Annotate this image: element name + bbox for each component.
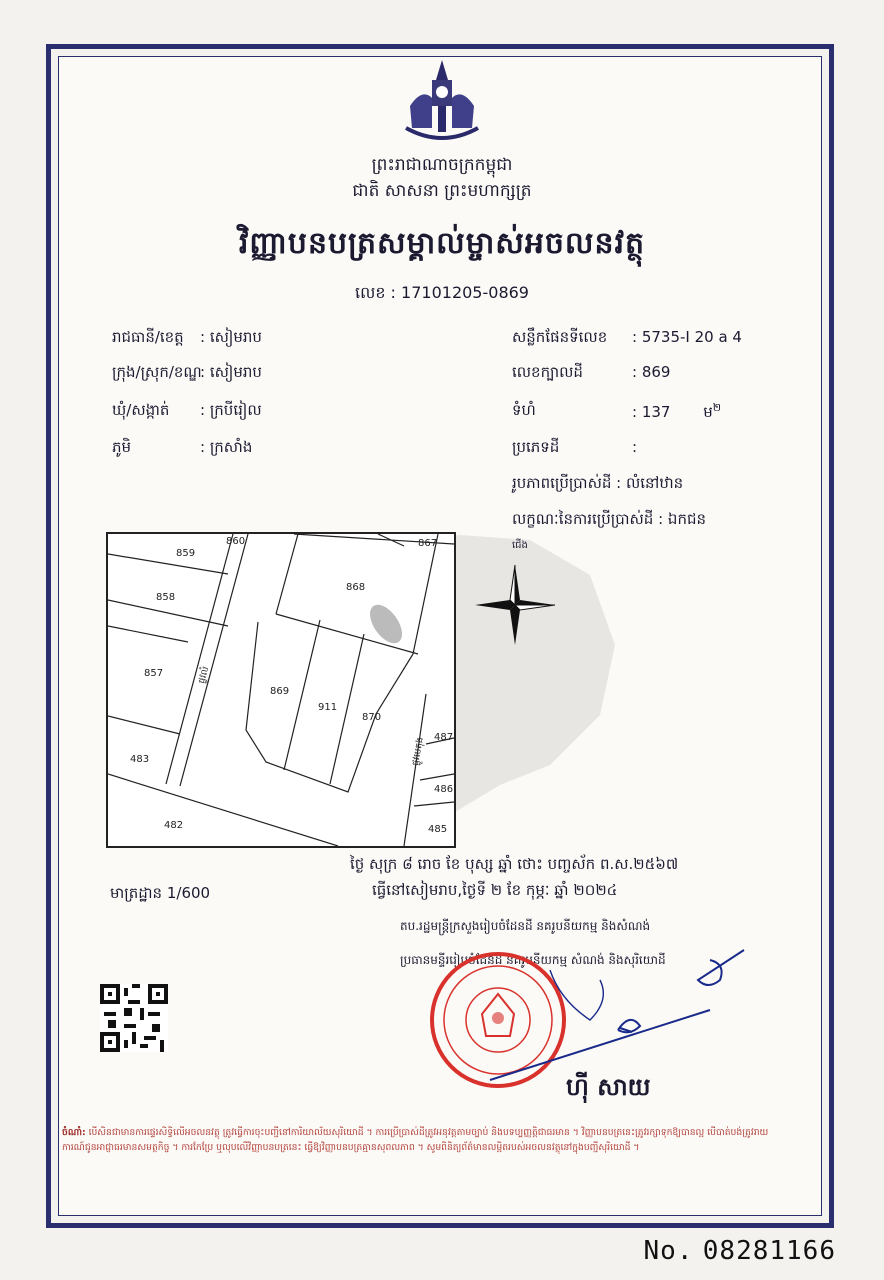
issue-date: ធ្វើនៅសៀមរាប,ថ្ងៃទី ២ ខែ កុម្ភៈ ឆ្នាំ ២០២៤ [372,881,618,899]
notes-section [62,1125,818,1215]
parcel-number-label: លេខក្បាលដី [512,363,583,381]
village-value: : ក្រសាំង [200,438,253,456]
land-type-label: ប្រភេទដី [512,438,560,456]
parcel-label: 858 [156,592,176,603]
certificate-number: 17101205-0869 [401,283,529,302]
national-motto: ជាតិ សាសនា ព្រះមហាក្សត្រ [352,181,532,201]
land-type-value: : [632,438,638,456]
lunar-date: ថ្ងៃ សុក្រ ៨ រោច ខែ បុស្ស ឆ្នាំ ថោះ បញ្ចស័ក ព.ស.២៥៦៧ [350,855,679,873]
parcel-label: 485 [428,824,448,835]
parcel-label: 870 [362,712,382,723]
area-value [632,401,721,425]
land-use-label: រូបភាពប្រើប្រាស់ដី : លំនៅឋាន [512,474,684,492]
notes-heading: ចំណាំ: [62,1127,86,1138]
parcel-label: 860 [226,536,246,547]
parcel-label: 911 [318,702,338,713]
land-use-value: : លំនៅឋាន [616,474,684,492]
parcel-label: 859 [176,548,196,559]
area-unit-superscript: ២ [712,401,722,414]
parcel-label: 486 [434,784,454,795]
north-label: ជើង [512,540,528,551]
district-value: : សៀមរាប [200,363,262,381]
area-number: : 137 [632,403,671,421]
royal-emblem-icon [402,58,482,142]
parcel-map-drawing [108,534,454,846]
parcel-label: 868 [346,582,366,593]
document-title: វិញ្ញាបនបត្រសម្គាល់ម្ចាស់អចលនវត្ថុ [238,226,646,261]
certificate-number-line [0,282,884,306]
area-label: ទំហំ [512,401,536,419]
province-value: : សៀមរាប [200,328,262,346]
parcel-label: 869 [270,686,290,697]
parcel-label: 482 [164,820,184,831]
serial-prefix: No. [643,1236,694,1266]
map-sheet-label: សន្លឹកផែនទីលេខ [512,328,608,346]
area-unit: ម [703,403,713,421]
road-label: ផ្លូវបេតុង [411,736,426,767]
compass-north-arrow-icon [470,560,560,650]
authority-line-2: ប្រធានមន្ទីររៀបចំដែនដី នគរូបនីយកម្ម សំណង់ និងសុរិយោដី [400,953,666,967]
map-sheet-value: : 5735-I 20 a 4 [632,328,742,346]
notes-text: បើសិនជាមានការផ្ទេរសិទ្ធិលើអចលនវត្ថុ ត្រូវធ្វើការចុះបញ្ជីនៅការិយាល័យសុរិយោដី ។ ការប្រើប្រាស់ដីត្រូវអនុវត្តតាមច្បាប់ និងបទប្បញ្ញត្តិជាធរមាន ។ វិញ្ញាបនបត្រនេះត្រូវរក្សាទុកឱ្យបានល្អ បើបាត់បង់ត្រូវរាយការណ៍ជូនអាជ្ញាធរមានសមត្ថកិច្ច ។ ការកែប្រែ ឬលុបលើវិញ្ញាបនបត្រនេះ ធ្វើឱ្យវិញ្ញាបនបត្រគ្មានសុពលភាព ។ សូមពិនិត្យព័ត៌មានលម្អិតរបស់អចលនវត្ថុនៅក្នុងបញ្ជីសុរិយោដី ។ [62,1127,769,1153]
map-scale: មាត្រដ្ឋាន 1/600 [110,884,211,902]
serial-number [644,1236,836,1266]
qr-code [100,984,168,1052]
land-use-type-value: : ឯកជន [658,510,707,528]
parcel-label: 487 [434,732,454,743]
commune-label: ឃុំ/សង្កាត់ [112,401,170,419]
land-use-type-label: លក្ខណៈនៃការប្រើប្រាស់ដី : ឯកជន [512,510,707,528]
kingdom-name: ព្រះរាជាណាចក្រកម្ពុជា [371,155,513,175]
parcel-label: 483 [130,754,150,765]
serial-value: 08281166 [702,1236,836,1266]
road-label: ផ្លូវលំ [197,665,212,685]
signer-name: ហ៊ី សាយ [566,1073,651,1101]
parcel-map [106,532,456,848]
handwritten-signature [480,940,760,1090]
village-label: ភូមិ [112,438,132,456]
commune-value: : ក្របីរៀល [200,401,262,419]
parcel-number-value: : 869 [632,363,671,381]
district-label: ក្រុង/ស្រុក/ខណ្ឌ [112,363,202,381]
certificate-number-label: លេខ : [355,283,396,302]
province-label: រាជធានី/ខេត្ត [112,328,184,346]
parcel-label: 867 [418,538,438,549]
authority-line-1: តប.រដ្ឋមន្ត្រីក្រសួងរៀបចំដែនដី នគរូបនីយកម្ម និងសំណង់ [400,919,651,933]
parcel-label: 857 [144,668,164,679]
